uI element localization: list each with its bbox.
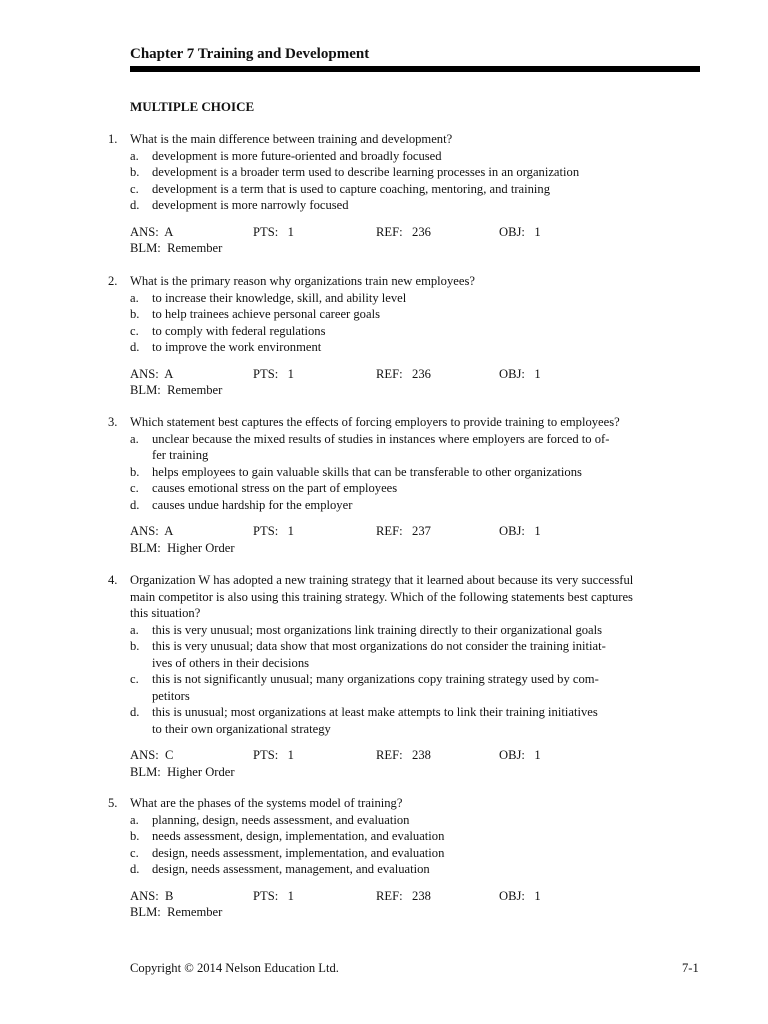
- reference-page: REF: 237: [376, 524, 431, 538]
- choice-text: development is more future-oriented and broadly focused: [152, 148, 442, 163]
- choice-letter: c.: [130, 181, 139, 196]
- choice-letter: b.: [130, 307, 140, 321]
- points: PTS: 1: [253, 888, 294, 903]
- blooms-level: BLM: Remember: [130, 383, 223, 397]
- question-stem: What are the phases of the systems model of training?: [130, 796, 403, 810]
- choice-letter: c.: [130, 481, 139, 495]
- choice-text: helps employees to gain valuable skills that can be transferable to other organizations: [152, 464, 582, 479]
- question-stem: What is the primary reason why organizations train new employees?: [130, 274, 475, 288]
- choice-letter: a.: [130, 290, 139, 305]
- choice-letter: d.: [130, 705, 140, 719]
- reference-page: REF: 238: [376, 748, 431, 762]
- choice-text: to improve the work environment: [152, 340, 322, 354]
- choice-text: development is a term that is used to capture coaching, mentoring, and training: [152, 181, 550, 196]
- question-number: 5.: [108, 796, 118, 810]
- points: PTS: 1: [253, 366, 294, 381]
- choice-letter: c.: [130, 845, 139, 860]
- choice-letter: c.: [130, 672, 139, 686]
- section-heading: MULTIPLE CHOICE: [130, 99, 255, 114]
- blooms-level: BLM: Remember: [130, 241, 223, 255]
- choice-letter: b.: [130, 639, 140, 653]
- choice-letter: a.: [130, 148, 139, 163]
- choice-text: this is very unusual; most organizations link training directly to their organizational goals: [152, 622, 603, 637]
- answer-key: ANS: A: [130, 366, 174, 381]
- choice-letter: a.: [130, 622, 139, 637]
- objective: OBJ: 1: [499, 524, 541, 538]
- choice-letter: c.: [130, 323, 139, 338]
- choice-letter: a.: [130, 431, 139, 446]
- chapter-title: Chapter 7 Training and Development: [130, 46, 370, 62]
- blooms-level: BLM: Remember: [130, 905, 223, 919]
- question-number: 4.: [108, 573, 118, 587]
- answer-metadata: [130, 747, 690, 781]
- reference-page: REF: 238: [376, 888, 431, 903]
- objective: OBJ: 1: [499, 366, 541, 381]
- points: PTS: 1: [253, 748, 294, 762]
- question-stem: Organization W has adopted a new training strategy that it learned about because its very successful main competitor is also using this training strategy. Which of the following statements best captures this situation?: [130, 573, 634, 620]
- points: PTS: 1: [253, 224, 294, 239]
- choice-text: planning, design, needs assessment, and evaluation: [152, 812, 410, 827]
- choice-letter: b.: [130, 464, 140, 479]
- choice-letter: a.: [130, 812, 139, 827]
- choice-text: design, needs assessment, management, and evaluation: [152, 862, 430, 876]
- title-rule: [130, 66, 700, 72]
- answer-metadata: [130, 888, 690, 922]
- footer-page-number: 7-1: [682, 961, 699, 975]
- choice-text: causes emotional stress on the part of employees: [152, 481, 398, 495]
- question-stem: What is the main difference between training and development?: [130, 132, 453, 146]
- choice-text: this is not significantly unusual; many organizations copy training strategy used by com- petitors: [152, 672, 599, 703]
- answer-metadata: [130, 523, 690, 557]
- choice-text: needs assessment, design, implementation, and evaluation: [152, 829, 445, 843]
- choice-text: to increase their knowledge, skill, and ability level: [152, 290, 407, 305]
- choice-letter: b.: [130, 829, 140, 843]
- objective: OBJ: 1: [499, 224, 541, 239]
- choice-text: to help trainees achieve personal career goals: [152, 307, 380, 321]
- reference-page: REF: 236: [376, 366, 431, 381]
- blooms-level: BLM: Higher Order: [130, 764, 235, 779]
- objective: OBJ: 1: [499, 888, 541, 903]
- choice-letter: d.: [130, 340, 140, 354]
- choice-letter: d.: [130, 198, 140, 212]
- objective: OBJ: 1: [499, 748, 541, 762]
- blooms-level: BLM: Higher Order: [130, 540, 235, 555]
- choice-text: unclear because the mixed results of studies in instances where employers are forced to of- fer training: [152, 431, 610, 462]
- choice-letter: b.: [130, 165, 140, 179]
- choice-text: this is very unusual; data show that most organizations do not consider the training initiat- ives of others in their decisions: [152, 639, 606, 670]
- answer-key: ANS: A: [130, 224, 174, 239]
- question-number: 1.: [108, 132, 118, 146]
- answer-key: ANS: A: [130, 524, 174, 538]
- choice-text: causes undue hardship for the employer: [152, 497, 353, 512]
- footer-copyright: Copyright © 2014 Nelson Education Ltd.: [130, 961, 339, 975]
- points: PTS: 1: [253, 524, 294, 538]
- answer-metadata: [130, 366, 690, 400]
- choice-text: development is more narrowly focused: [152, 198, 349, 212]
- question-number: 2.: [108, 274, 118, 288]
- choice-text: to comply with federal regulations: [152, 323, 326, 338]
- answer-key: ANS: C: [130, 748, 174, 762]
- question-stem: Which statement best captures the effects of forcing employers to provide training to employees?: [130, 415, 620, 429]
- reference-page: REF: 236: [376, 224, 431, 239]
- choice-letter: d.: [130, 497, 140, 512]
- question-number: 3.: [108, 415, 118, 429]
- choice-letter: d.: [130, 862, 140, 876]
- answer-metadata: [130, 224, 690, 258]
- choice-text: development is a broader term used to describe learning processes in an organization: [152, 165, 580, 179]
- choice-text: design, needs assessment, implementation, and evaluation: [152, 845, 445, 860]
- choice-text: this is unusual; most organizations at least make attempts to link their training initiatives to their own organizational strategy: [152, 705, 598, 736]
- answer-key: ANS: B: [130, 888, 174, 903]
